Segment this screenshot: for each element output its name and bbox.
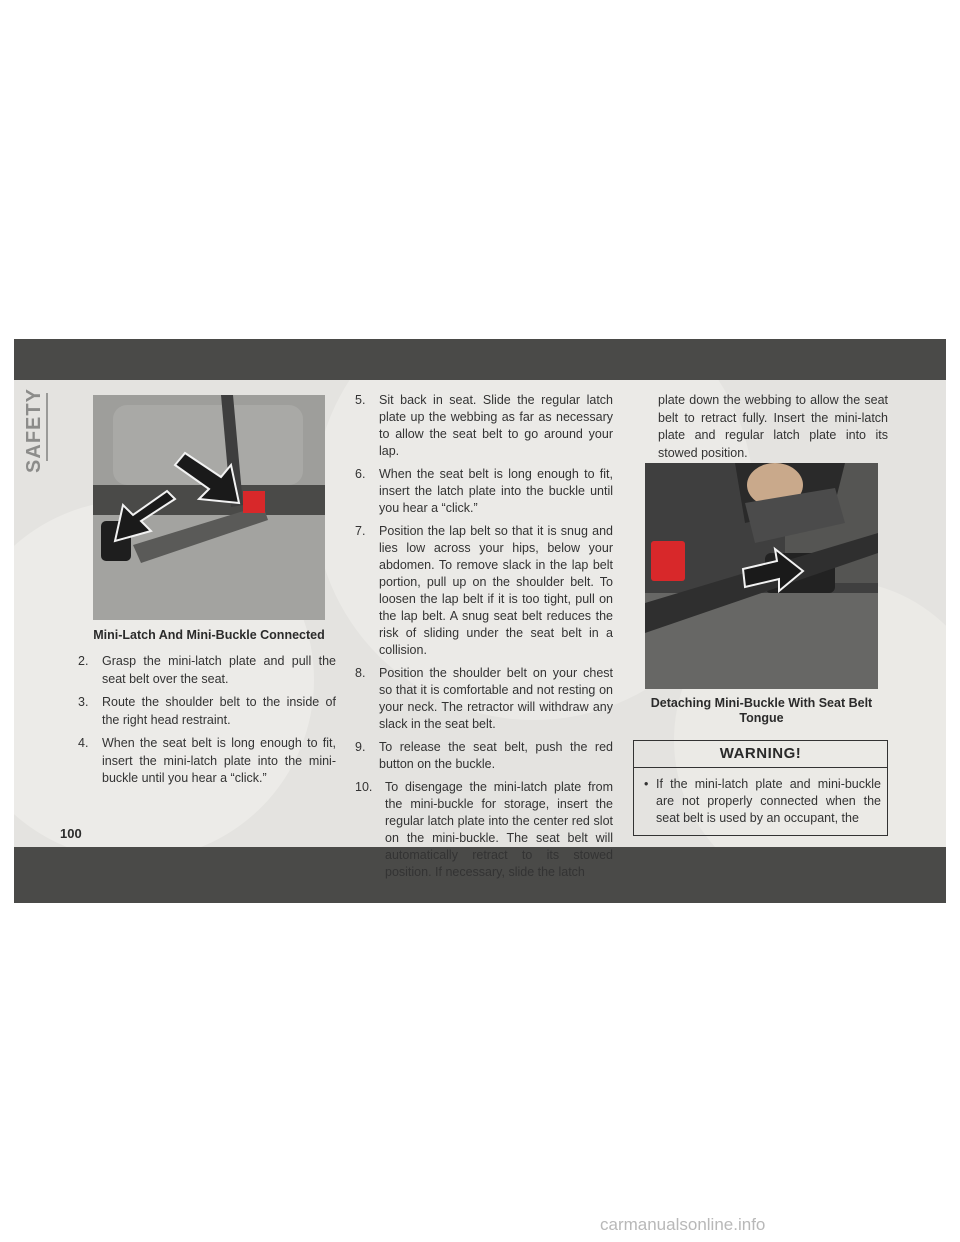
item-text: Position the shoulder belt on your chest so that it is comfortable and not resting on your neck. The retractor will withdraw any slack in the seat belt. (379, 666, 613, 731)
seat-belt-photo-detaching (645, 463, 878, 689)
continuation-text: plate down the webbing to allow the seat belt to retract fully. Insert the mini-latch plate and regular latch plate into its stowed position. (658, 393, 888, 460)
item-text: Grasp the mini-latch plate and pull the seat belt over the seat. (102, 654, 336, 686)
figure-caption-2: Detaching Mini-Buckle With Seat Belt Tongue (650, 696, 873, 725)
item-text: Route the shoulder belt to the inside of the right head restraint. (102, 695, 336, 727)
seat-belt-photo-connected (93, 395, 325, 620)
column-3 (658, 392, 888, 462)
item-text: To disengage the mini-latch plate from the mini-buckle for storage, insert the regular latch plate into the center red slot on the mini-buckle. The seat belt will automatically retract to its stowed position. If necessary, slide the latch (385, 780, 613, 879)
bullet-icon: • (644, 777, 649, 791)
warning-title: WARNING! (634, 741, 887, 768)
list-item (78, 653, 336, 688)
section-tab (12, 388, 62, 473)
item-number: 2. (78, 654, 89, 668)
item-text: When the seat belt is long enough to fit, insert the latch plate into the buckle until you hear a “click.” (379, 467, 613, 515)
list-item (355, 523, 613, 659)
item-number: 4. (78, 736, 89, 750)
item-text: When the seat belt is long enough to fit, insert the mini-latch plate into the mini-buckle until you hear a “click.” (102, 736, 336, 785)
figure-caption-1: Mini-Latch And Mini-Buckle Connected (93, 628, 325, 642)
warning-bullet-text: If the mini-latch plate and mini-buckle are not properly connected when the seat belt is used by an occupant, the (656, 777, 881, 825)
column-2 (355, 392, 613, 887)
list-item (355, 665, 613, 733)
list-item (78, 694, 336, 729)
column-1 (78, 653, 336, 794)
list-item (355, 739, 613, 773)
item-number: 9. (355, 740, 366, 754)
top-dark-band (14, 339, 946, 380)
item-number: 3. (78, 695, 89, 709)
item-number: 5. (355, 393, 366, 407)
section-label: SAFETY (22, 388, 45, 473)
item-text: Position the lap belt so that it is snug and lies low across your hips, below your abdomen. To remove slack in the lap belt portion, pull up on the shoulder belt. To loosen the lap belt if it is too tight, pull on the lap belt. A snug seat belt reduces the risk of sliding under the seat belt in a collision. (379, 524, 613, 657)
item-text: Sit back in seat. Slide the regular latch plate up the webbing as far as necessary to allow the seat belt to go around your lap. (379, 393, 613, 458)
warning-body (634, 768, 887, 827)
page-number: 100 (60, 826, 82, 841)
item-number: 8. (355, 666, 366, 680)
list-item (78, 735, 336, 788)
item-number: 7. (355, 524, 366, 538)
item-number: 10. (355, 780, 373, 794)
list-item (355, 779, 613, 881)
item-number: 6. (355, 467, 366, 481)
warning-bullet (644, 776, 881, 827)
watermark: carmanualsonline.info (600, 1215, 766, 1234)
item-text: To release the seat belt, push the red button on the buckle. (379, 740, 613, 771)
list-item (355, 466, 613, 517)
list-item (355, 392, 613, 460)
warning-box (633, 740, 888, 836)
